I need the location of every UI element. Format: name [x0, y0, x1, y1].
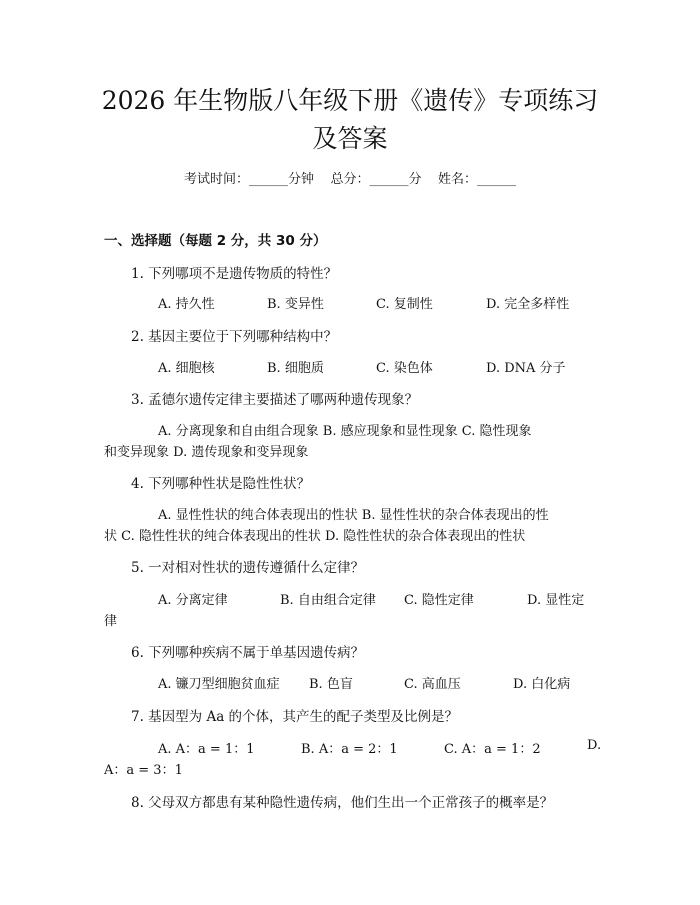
question-1-stem: 1. 下列哪项不是遗传物质的特性？: [131, 266, 338, 282]
q7-option-b: B. A：a = 2：1: [301, 742, 398, 757]
q5-option-d-tail: 律: [104, 614, 118, 629]
q3-options-line-1: A. 分离现象和自由组合现象 B. 感应现象和显性现象 C. 隐性现象: [158, 424, 532, 439]
q5-option-b: B. 自由组合定律: [280, 593, 376, 608]
q2-option-a: A. 细胞核: [158, 361, 215, 376]
q4-options-line-1: A. 显性性状的纯合体表现出的性状 B. 显性性状的杂合体表现出的性: [158, 508, 549, 523]
q7-option-a: A. A：a = 1：1: [158, 742, 255, 757]
question-5-stem: 5. 一对相对性状的遗传遵循什么定律？: [131, 560, 365, 576]
q2-option-c: C. 染色体: [376, 361, 433, 376]
q5-option-d: D. 显性定: [527, 593, 585, 608]
q6-option-a: A. 镰刀型细胞贫血症: [158, 677, 280, 692]
q1-option-d: D. 完全多样性: [486, 297, 570, 312]
section-heading: 一、选择题（每题 2 分，共 30 分）: [104, 233, 327, 249]
question-8-stem: 8. 父母双方都患有某种隐性遗传病，他们生出一个正常孩子的概率是？: [131, 795, 554, 811]
document-title: [60, 82, 640, 158]
q2-option-d: D. DNA 分子: [486, 361, 566, 376]
q6-option-d: D. 白化病: [513, 677, 571, 692]
title-line-1: 2026 年生物版八年级下册《遗传》专项练习: [101, 86, 599, 115]
q7-option-d: D.: [587, 738, 602, 753]
q2-option-b: B. 细胞质: [267, 361, 324, 376]
question-3-stem: 3. 孟德尔遗传定律主要描述了哪两种遗传现象？: [131, 392, 419, 408]
q1-option-b: B. 变异性: [267, 297, 324, 312]
q7-option-d-tail: A：a = 3：1: [104, 763, 183, 778]
question-6-stem: 6. 下列哪种疾病不属于单基因遗传病？: [131, 645, 365, 661]
q7-option-c: C. A：a = 1：2: [444, 742, 541, 757]
q6-option-c: C. 高血压: [404, 677, 461, 692]
q5-option-a: A. 分离定律: [158, 593, 228, 608]
q3-options-line-2: 和变异现象 D. 遗传现象和变异现象: [104, 445, 309, 460]
q1-option-c: C. 复制性: [376, 297, 433, 312]
title-line-2: 及答案: [312, 124, 388, 153]
question-2-stem: 2. 基因主要位于下列哪种结构中？: [131, 329, 338, 345]
question-4-stem: 4. 下列哪种性状是隐性性状？: [131, 476, 311, 492]
exam-info: 考试时间：______分钟 总分：______分 姓名：______: [183, 172, 517, 187]
question-7-stem: 7. 基因型为 Aa 的个体，其产生的配子类型及比例是？: [131, 709, 459, 725]
q6-option-b: B. 色盲: [309, 677, 353, 692]
q1-option-a: A. 持久性: [158, 297, 215, 312]
q4-options-line-2: 状 C. 隐性性状的纯合体表现出的性状 D. 隐性性状的杂合体表现出的性状: [104, 529, 526, 544]
q5-option-c: C. 隐性定律: [404, 593, 474, 608]
